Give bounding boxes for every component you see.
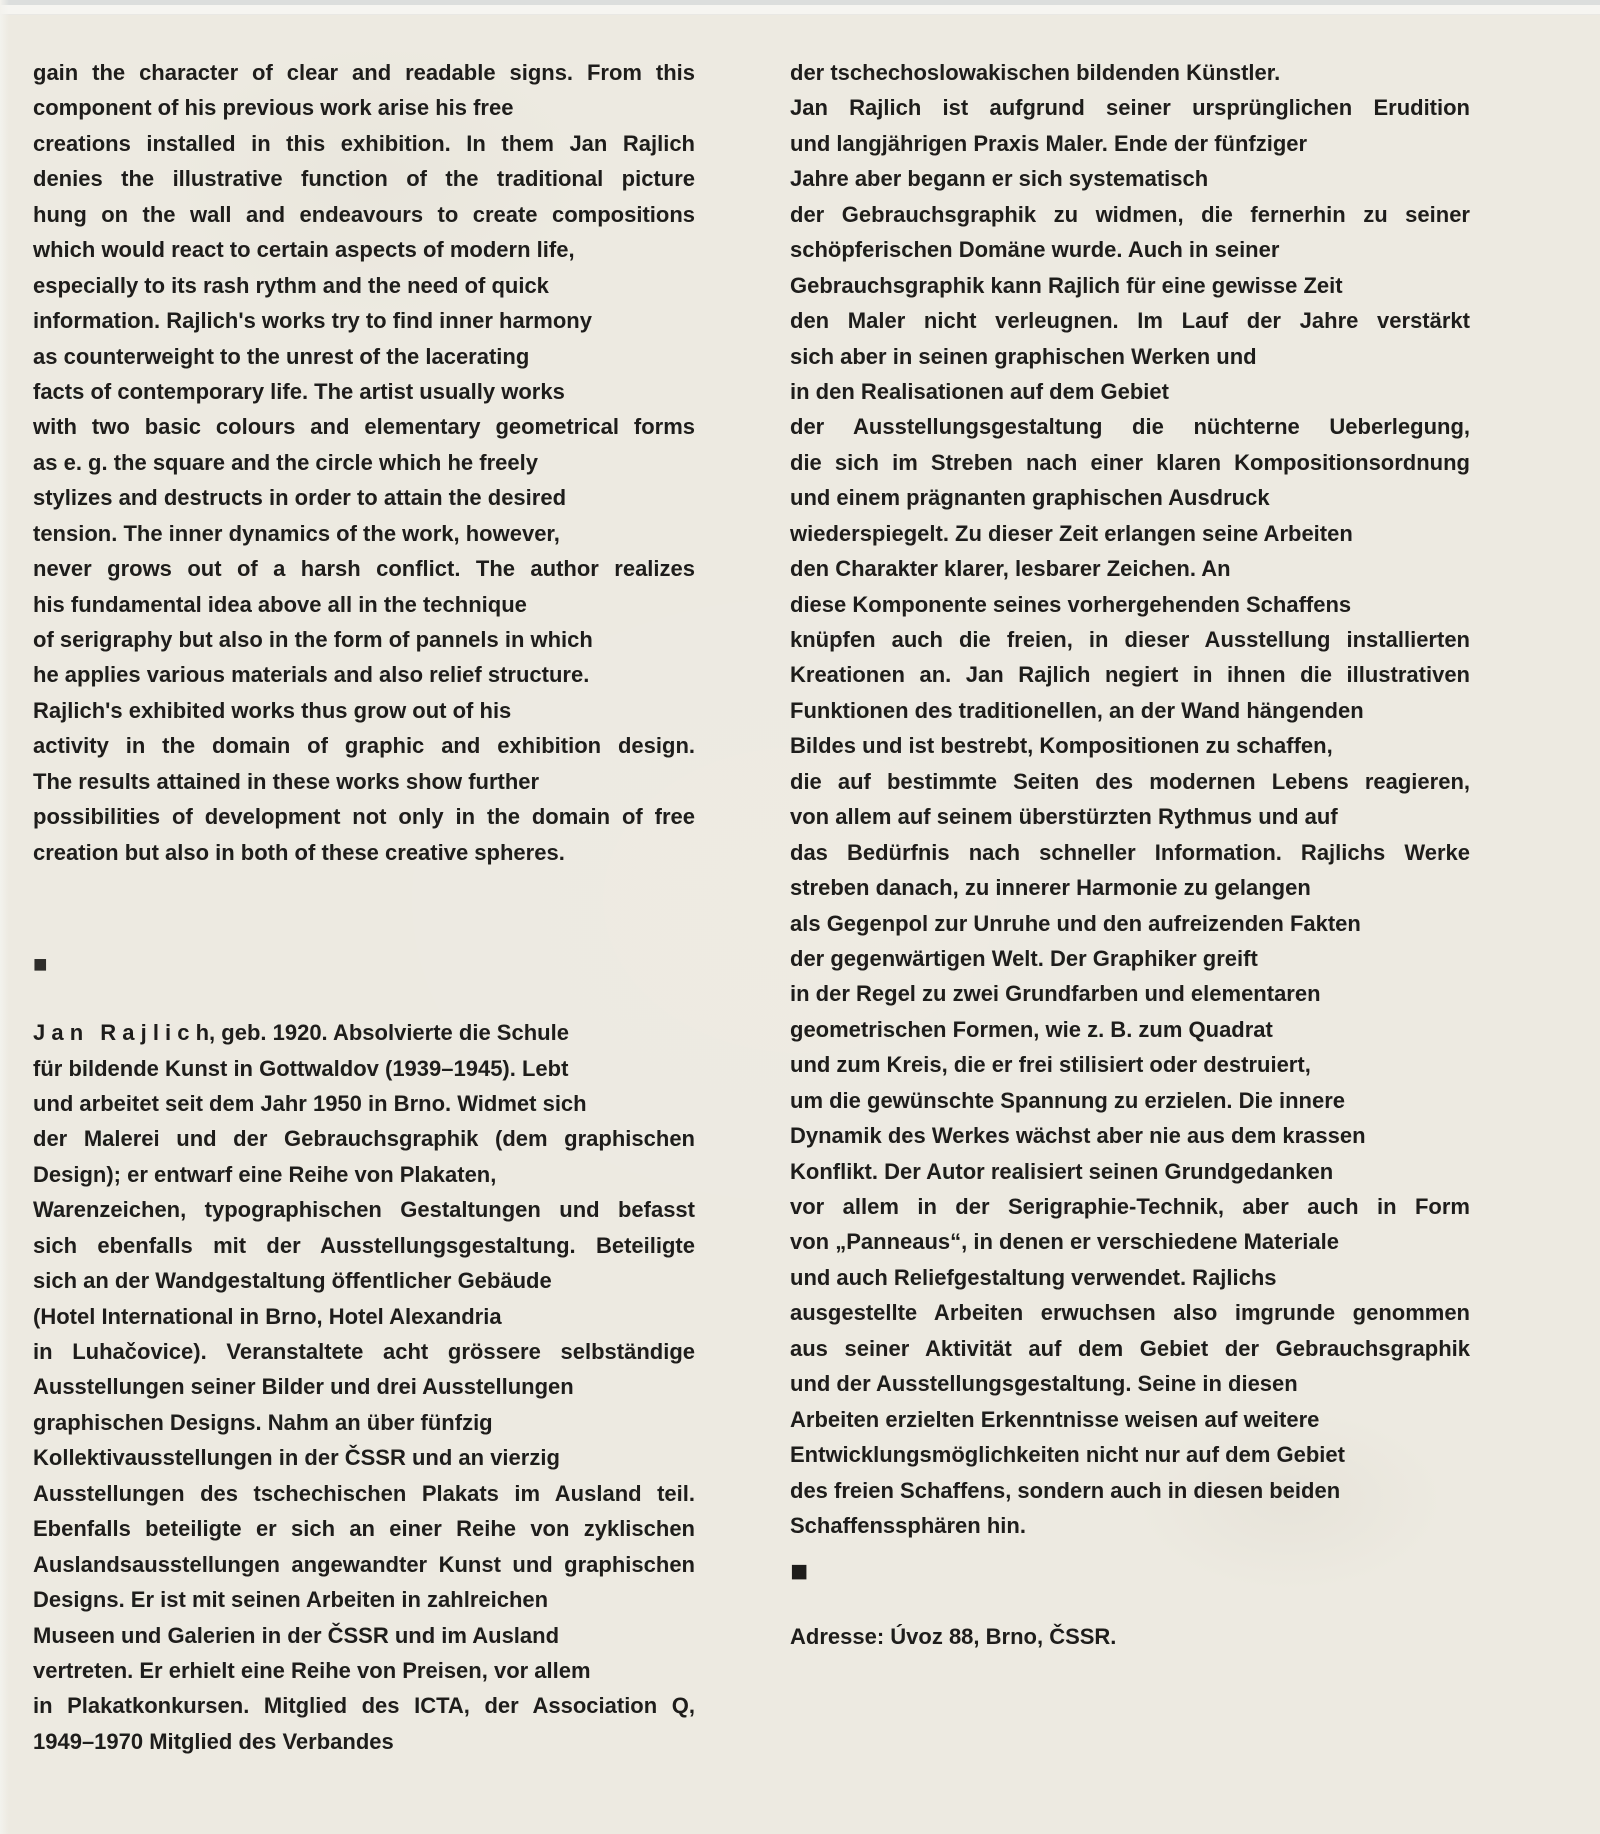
text-line xyxy=(33,551,695,586)
text-line xyxy=(790,1473,1470,1508)
text-line-content: den Maler nicht verleugnen. Im Lauf der Jahre verstärkt xyxy=(790,308,1470,334)
text-line xyxy=(790,197,1470,232)
text-line xyxy=(790,976,1470,1011)
text-line-content: his fundamental idea above all in the technique xyxy=(33,591,527,617)
text-line-content: Designs. Er ist mit seinen Arbeiten in zahlreichen xyxy=(33,1587,549,1613)
text-line-content: J a n R a j l i c h, geb. 1920. Absolvierte die Schule xyxy=(33,1020,569,1046)
text-line xyxy=(790,232,1470,267)
english-text-paragraph xyxy=(33,55,695,870)
text-line-content: tension. The inner dynamics of the work, however, xyxy=(33,520,560,546)
text-line-content: in Plakatkonkursen. Mitglied des ICTA, der Association Q, xyxy=(33,1693,695,1719)
right-column xyxy=(790,55,1470,1654)
text-line xyxy=(790,1224,1470,1259)
text-line xyxy=(33,1653,695,1688)
text-line xyxy=(790,374,1470,409)
text-line-content: as e. g. the square and the circle which he freely xyxy=(33,449,538,475)
left-column xyxy=(33,55,695,1759)
text-line-content: Warenzeichen, typographischen Gestaltungen und befasst xyxy=(33,1197,695,1223)
text-line-content: Jahre aber begann er sich systematisch xyxy=(790,166,1209,192)
text-line-content: der Malerei und der Gebrauchsgraphik (dem graphischen xyxy=(33,1126,695,1152)
text-line-content: Ebenfalls beteiligte er sich an einer Reihe von zyklischen xyxy=(33,1516,695,1542)
text-line xyxy=(33,197,695,232)
text-line-content: geometrischen Formen, wie z. B. zum Quadrat xyxy=(790,1016,1273,1042)
text-line-content: Auslandsausstellungen angewandter Kunst und graphischen xyxy=(33,1551,695,1577)
text-line xyxy=(33,55,695,90)
text-line xyxy=(33,1015,695,1050)
text-line xyxy=(33,728,695,763)
text-line-content: und auch Reliefgestaltung verwendet. Rajlichs xyxy=(790,1264,1277,1290)
text-line-content: in den Realisationen auf dem Gebiet xyxy=(790,378,1169,404)
text-line xyxy=(790,693,1470,728)
text-line xyxy=(790,1402,1470,1437)
text-line-content: der Ausstellungsgestaltung die nüchterne Ueberlegung, xyxy=(790,414,1470,440)
text-line-content: stylizes and destructs in order to attain the desired xyxy=(33,485,567,511)
text-line-content: Funktionen des traditionellen, an der Wand hängenden xyxy=(790,697,1364,723)
text-line xyxy=(33,339,695,374)
square-bullet-icon: ■ xyxy=(790,1555,809,1589)
text-line-content: Gebrauchsgraphik kann Rajlich für eine gewisse Zeit xyxy=(790,272,1343,298)
text-line-content: as counterweight to the unrest of the lacerating xyxy=(33,343,530,369)
text-line xyxy=(33,374,695,409)
text-line-content: graphischen Designs. Nahm an über fünfzig xyxy=(33,1409,493,1435)
text-line xyxy=(33,1299,695,1334)
text-line-content: with two basic colours and elementary geometrical forms xyxy=(33,414,695,440)
text-line-content: Dynamik des Werkes wächst aber nie aus dem krassen xyxy=(790,1123,1366,1149)
text-line xyxy=(33,1724,695,1759)
text-line xyxy=(790,835,1470,870)
text-line xyxy=(33,799,695,834)
text-line-content: des freien Schaffens, sondern auch in diesen beiden xyxy=(790,1477,1341,1503)
text-line xyxy=(790,1012,1470,1047)
text-line-content: Rajlich's exhibited works thus grow out of his xyxy=(33,697,512,723)
text-line xyxy=(790,339,1470,374)
text-line xyxy=(790,906,1470,941)
text-line xyxy=(33,1263,695,1298)
text-line xyxy=(790,1437,1470,1472)
text-line-content: knüpfen auch die freien, in dieser Ausstellung installierten xyxy=(790,627,1470,652)
text-line xyxy=(33,1476,695,1511)
text-line xyxy=(790,445,1470,480)
text-line-content: das Bedürfnis nach schneller Information. Rajlichs Werke xyxy=(790,839,1470,865)
text-line-content: die sich im Streben nach einer klaren Kompositionsordnung xyxy=(790,449,1470,475)
text-line xyxy=(33,268,695,303)
text-line xyxy=(33,126,695,161)
text-line xyxy=(790,1047,1470,1082)
text-line-content: information. Rajlich's works try to find inner harmony xyxy=(33,308,592,334)
text-line xyxy=(790,728,1470,763)
text-line-content: Ausstellungen seiner Bilder und drei Ausstellungen xyxy=(33,1374,574,1400)
text-line-content: als Gegenpol zur Unruhe und den aufreizenden Fakten xyxy=(790,910,1361,936)
text-line xyxy=(33,1688,695,1723)
text-line-content: diese Komponente seines vorhergehenden Schaffens xyxy=(790,591,1352,617)
text-line xyxy=(33,409,695,444)
text-line-content: sich ebenfalls mit der Ausstellungsgestaltung. Beteiligte xyxy=(33,1232,695,1258)
german-text-paragraph xyxy=(790,55,1470,1543)
text-line xyxy=(790,90,1470,125)
text-line xyxy=(790,303,1470,338)
text-line-content: in Luhačovice). Veranstaltete acht grössere selbständige xyxy=(33,1339,695,1364)
text-line-content: schöpferischen Domäne wurde. Auch in seiner xyxy=(790,237,1280,263)
text-line-content: hung on the wall and endeavours to create compositions xyxy=(33,201,695,227)
text-line-content: Kollektivausstellungen in der ČSSR und an vierzig xyxy=(33,1445,560,1471)
text-line xyxy=(33,835,695,870)
text-line-content: component of his previous work arise his free xyxy=(33,95,514,121)
text-line xyxy=(33,90,695,125)
text-line-content: creation but also in both of these creative spheres. xyxy=(33,839,565,865)
text-line-content: und einem prägnanten graphischen Ausdruck xyxy=(790,485,1270,511)
text-line xyxy=(33,1582,695,1617)
scan-edge-left xyxy=(0,0,9,1834)
text-line xyxy=(790,870,1470,905)
text-line xyxy=(790,1260,1470,1295)
text-line xyxy=(33,1547,695,1582)
text-line xyxy=(790,587,1470,622)
text-line xyxy=(790,409,1470,444)
text-line-content: und zum Kreis, die er frei stilisiert oder destruiert, xyxy=(790,1052,1311,1078)
text-line xyxy=(33,622,695,657)
text-line-content: aus seiner Aktivität auf dem Gebiet der Gebrauchsgraphik xyxy=(790,1335,1470,1361)
text-line xyxy=(33,516,695,551)
text-line xyxy=(790,1295,1470,1330)
text-line xyxy=(790,55,1470,90)
text-line-content: facts of contemporary life. The artist usually works xyxy=(33,378,565,404)
text-line-content: possibilities of development not only in the domain of free xyxy=(33,804,695,830)
text-line xyxy=(33,1228,695,1263)
text-line-content: The results attained in these works show further xyxy=(33,768,540,794)
text-line-content: von allem auf seinem überstürzten Rythmus und auf xyxy=(790,804,1338,830)
german-bio-paragraph xyxy=(33,1015,695,1759)
text-line-content: und arbeitet seit dem Jahr 1950 in Brno. Widmet sich xyxy=(33,1090,587,1116)
text-line-content: Jan Rajlich ist aufgrund seiner ursprünglichen Erudition xyxy=(790,95,1470,121)
text-line-content: und der Ausstellungsgestaltung. Seine in diesen xyxy=(790,1371,1298,1397)
text-line-content: never grows out of a harsh conflict. The author realizes xyxy=(33,556,695,582)
text-line xyxy=(33,161,695,196)
text-line-content: 1949–1970 Mitglied des Verbandes xyxy=(33,1728,394,1754)
text-line xyxy=(790,657,1470,692)
text-line-content: ausgestellte Arbeiten erwuchsen also imgrunde genommen xyxy=(790,1300,1470,1326)
text-line xyxy=(33,657,695,692)
text-line xyxy=(33,1369,695,1404)
text-line xyxy=(33,303,695,338)
text-line-content: gain the character of clear and readable signs. From this xyxy=(33,60,695,85)
text-line xyxy=(33,1192,695,1227)
text-line-content: Entwicklungsmöglichkeiten nicht nur auf dem Gebiet xyxy=(790,1442,1345,1468)
text-line-content: Design); er entwarf eine Reihe von Plakaten, xyxy=(33,1161,497,1187)
text-line-content: die auf bestimmte Seiten des modernen Lebens reagieren, xyxy=(790,768,1470,794)
text-line-content: und langjährigen Praxis Maler. Ende der fünfziger xyxy=(790,130,1308,156)
text-line xyxy=(33,587,695,622)
text-line xyxy=(790,516,1470,551)
text-line xyxy=(33,1121,695,1156)
text-line xyxy=(33,764,695,799)
text-line-content: für bildende Kunst in Gottwaldov (1939–1945). Lebt xyxy=(33,1055,569,1081)
text-line-content: wiederspiegelt. Zu dieser Zeit erlangen seine Arbeiten xyxy=(790,520,1353,546)
text-line xyxy=(33,1157,695,1192)
scan-edge-strip xyxy=(0,5,1600,15)
text-line-content: Ausstellungen des tschechischen Plakats im Ausland teil. xyxy=(33,1480,695,1506)
text-line-content: denies the illustrative function of the traditional picture xyxy=(33,166,695,192)
text-line xyxy=(790,764,1470,799)
text-line xyxy=(790,1118,1470,1153)
text-line xyxy=(33,1334,695,1369)
text-line-content: he applies various materials and also relief structure. xyxy=(33,662,590,688)
text-line xyxy=(33,232,695,267)
square-bullet-icon: ■ xyxy=(33,951,48,979)
text-line-content: of serigraphy but also in the form of pannels in which xyxy=(33,627,593,652)
text-line-content: sich aber in seinen graphischen Werken und xyxy=(790,343,1257,369)
text-line-content: Museen und Galerien in der ČSSR und im Ausland xyxy=(33,1622,560,1648)
text-line xyxy=(33,1511,695,1546)
text-line-content: Bildes und ist bestrebt, Kompositionen zu schaffen, xyxy=(790,733,1333,759)
text-line-content: Arbeiten erzielten Erkenntnisse weisen auf weitere xyxy=(790,1406,1320,1432)
text-line xyxy=(33,1086,695,1121)
text-line-content: Schaffenssphären hin. xyxy=(790,1512,1026,1538)
text-line-content: in der Regel zu zwei Grundfarben und elementaren xyxy=(790,981,1321,1007)
address-line: Adresse: Úvoz 88, Brno, ČSSR. xyxy=(790,1624,1117,1650)
text-line xyxy=(33,445,695,480)
text-line xyxy=(33,480,695,515)
text-line xyxy=(790,622,1470,657)
text-line-content: vertreten. Er erhielt eine Reihe von Preisen, vor allem xyxy=(33,1657,591,1683)
text-line xyxy=(790,1366,1470,1401)
text-line xyxy=(790,551,1470,586)
text-line-content: especially to its rash rythm and the need of quick xyxy=(33,272,549,298)
text-line xyxy=(790,941,1470,976)
text-line xyxy=(33,1440,695,1475)
text-line-content: activity in the domain of graphic and exhibition design. xyxy=(33,733,695,759)
text-line-content: which would react to certain aspects of modern life, xyxy=(33,237,575,263)
text-line xyxy=(790,799,1470,834)
text-line-content: (Hotel International in Brno, Hotel Alexandria xyxy=(33,1303,502,1329)
text-line-content: der tschechoslowakischen bildenden Künstler. xyxy=(790,60,1281,85)
text-line-content: streben danach, zu innerer Harmonie zu gelangen xyxy=(790,875,1311,901)
text-line xyxy=(33,693,695,728)
text-line-content: um die gewünschte Spannung zu erzielen. Die innere xyxy=(790,1087,1345,1113)
text-line xyxy=(790,1154,1470,1189)
text-line xyxy=(33,1405,695,1440)
text-line xyxy=(790,1508,1470,1543)
text-line-content: Konflikt. Der Autor realisiert seinen Grundgedanken xyxy=(790,1158,1334,1184)
text-line-content: der Gebrauchsgraphik zu widmen, die fernerhin zu seiner xyxy=(790,201,1470,227)
text-line xyxy=(790,1189,1470,1224)
text-line xyxy=(790,126,1470,161)
text-line-content: von „Panneaus“, in denen er verschiedene Materiale xyxy=(790,1229,1339,1255)
text-line-content: sich an der Wandgestaltung öffentlicher Gebäude xyxy=(33,1268,552,1294)
text-line xyxy=(790,480,1470,515)
text-line-content: vor allem in der Serigraphie-Technik, aber auch in Form xyxy=(790,1194,1470,1219)
text-line-content: der gegenwärtigen Welt. Der Graphiker greift xyxy=(790,945,1258,971)
text-line xyxy=(33,1618,695,1653)
text-line-content: creations installed in this exhibition. In them Jan Rajlich xyxy=(33,130,695,156)
text-line-content: Kreationen an. Jan Rajlich negiert in ihnen die illustrativen xyxy=(790,662,1470,688)
text-line xyxy=(790,1331,1470,1366)
text-line-content: den Charakter klarer, lesbarer Zeichen. An xyxy=(790,556,1231,582)
text-line xyxy=(790,161,1470,196)
text-line xyxy=(790,268,1470,303)
text-line xyxy=(790,1083,1470,1118)
text-line xyxy=(33,1051,695,1086)
